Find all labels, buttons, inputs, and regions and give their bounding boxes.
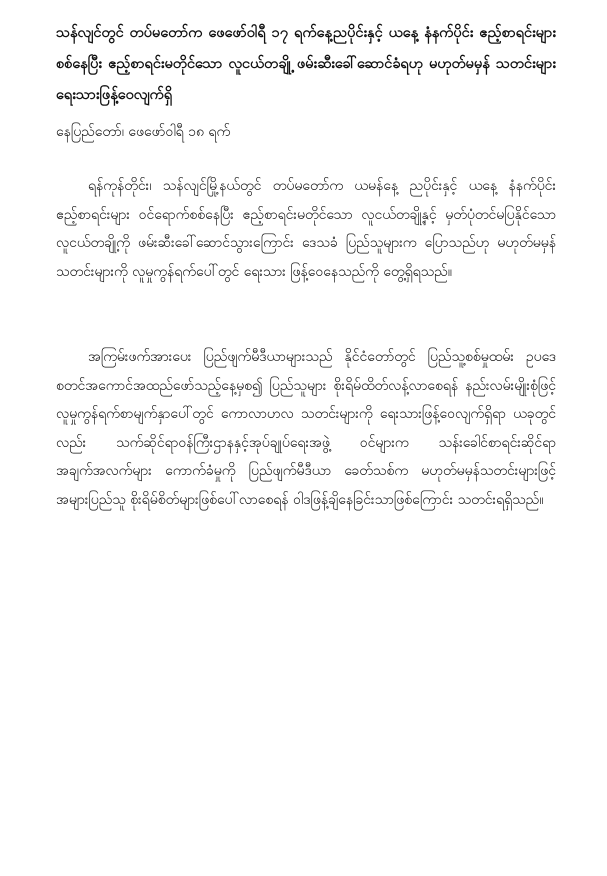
article-paragraph-2: အကြမ်းဖက်အားပေး ပြည်ဖျက်မီဒီယာများသည် နိုင်ငံတော်တွင် ပြည်သူ့စစ်မှုထမ်း ဥပဒေ စတင်အကောင်အထည်ဖော်သည့်နေ့မှစ၍ ပြည်သူများ စိုးရိမ်ထိတ်လန့်လာစေရန် နည်းလမ်းမျိုးစုံဖြင့် လူမှုကွန်ရက်စာမျက်နှာပေါ်တွင် ကောလာဟလ သတင်းများကို ရေးသားဖြန့်ဝေလျက်ရှိရာ ယခုတွင်လည်း သက်ဆိုင်ရာဝန်ကြီးဌာနနှင့်အုပ်ချုပ်ရေးအဖွဲ့ ဝင်များက သန်းခေါင်စာရင်းဆိုင်ရာ အချက်အလက်များ ကောက်ခံမှုကို ပြည်ဖျက်မီဒီယာ ခေတ်သစ်က မဟုတ်မမှန်သတင်းများဖြင့် အများပြည်သူ စိုးရိမ်စိတ်များဖြစ်ပေါ်လာစေရန် ဝါဒဖြန့်ချိနေခြင်းသာဖြစ်ကြောင်း သတင်းရရှိသည်။ [56, 349, 556, 508]
article-dateline: နေပြည်တော်၊ ဖေဖော်ဝါရီ ၁၈ ရက် [56, 124, 231, 140]
article-paragraph-1: ရန်ကုန်တိုင်း၊ သန်လျင်မြို့နယ်တွင် တပ်မတော်က ယမန်နေ့ ညပိုင်းနှင့် ယနေ့ နံနက်ပိုင်း ဧည့်စာရင်းများ ဝင်ရောက်စစ်နေပြီး ဧည့်စာရင်းမတိုင်သော လူငယ်တချို့နှင့် မှတ်ပုံတင်မပြနိုင်သော လူငယ်တချို့ကို ဖမ်းဆီးခေါ်ဆောင်သွားကြောင်း ဒေသခံ ပြည်သူများက ပြောသည်ဟု မဟုတ်မမှန် သတင်းများကို လူမှုကွန်ရက်ပေါ်တွင် ရေးသား ဖြန့်ဝေနေသည်ကို တွေ့ရှိရသည်။ [56, 178, 556, 280]
article-headline: သန်လျင်တွင် တပ်မတော်က ဖေဖော်ဝါရီ ၁၇ ရက်နေ့ညပိုင်းနှင့် ယနေ့ နံနက်ပိုင်း ဧည့်စာရင်းများ စစ်နေပြီး ဧည့်စာရင်းမတိုင်သော လူငယ်တချို့ ဖမ်းဆီးခေါ်ဆောင်ခံရဟု မဟုတ်မမှန် သတင်းများ ရေးသားဖြန့်ဝေလျက်ရှိ [56, 25, 556, 103]
